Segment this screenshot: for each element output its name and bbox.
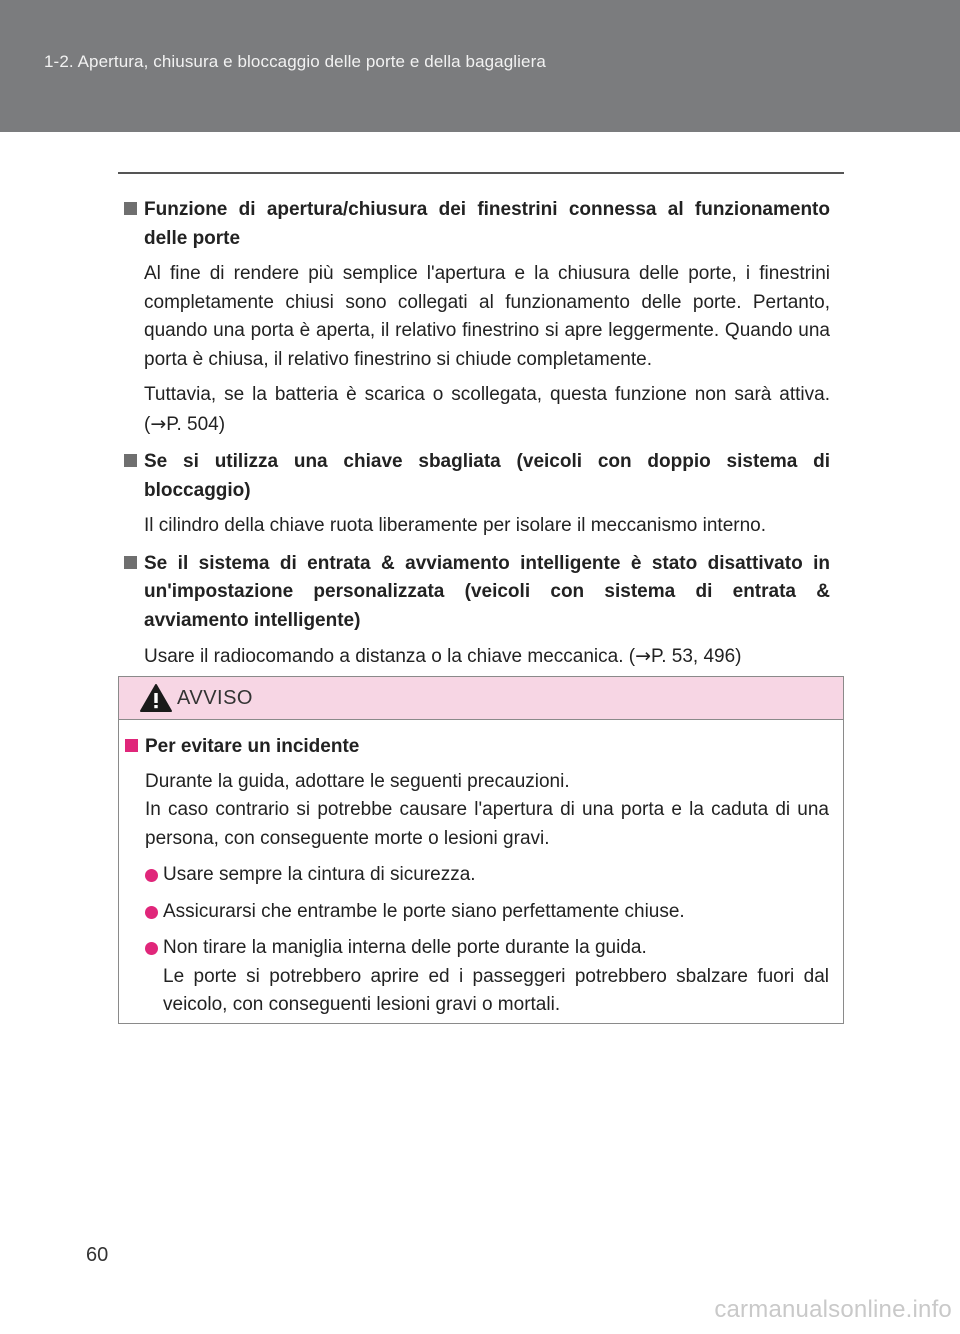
paragraph: Il cilindro della chiave ruota liberamente per isolare il meccanismo interno. [144,515,767,536]
warning-header [119,677,843,720]
square-bullet-icon [125,739,138,752]
warning-paragraph [145,768,829,854]
arrow-icon: → [635,645,651,667]
warning-triangle-icon [139,683,173,713]
list-item [145,898,829,927]
warning-heading-text: Per evitare un incidente [145,736,360,757]
paragraph [144,381,830,439]
warning-text-line: Durante la guida, adottare le seguenti precauzioni. [145,770,570,792]
paragraph-text: Tuttavia, se la batteria è scarica o scollegata, questa funzione non sarà attiva. ( [144,384,830,435]
section-heading [124,196,830,253]
chapter-title: 1-2. Apertura, chiusura e bloccaggio delle porte e della bagagliera [44,52,546,71]
header-band [0,0,960,132]
warning-box [118,676,844,1024]
section-heading [124,448,830,505]
round-bullet-icon [145,906,158,919]
section-heading-text: Se il sistema di entrata & avviamento intelligente è stato disattivato in un'impostazione personalizzata (veicoli con sistema di entrata & avviamento intelligente) [144,552,830,631]
main-content [124,196,830,672]
divider [118,172,844,174]
list-item-text: Le porte si potrebbero aprire ed i passeggeri potrebbero sbalzare fuori dal veicolo, con conseguenti lesioni gravi o mortali. [163,965,829,1015]
section-heading-text: Se si utilizza una chiave sbagliata (veicoli con doppio sistema di bloccaggio) [144,451,830,501]
square-bullet-icon [124,202,137,215]
arrow-icon: → [150,412,167,435]
square-bullet-icon [124,556,137,569]
paragraph: Al fine di rendere più semplice l'apertura e la chiusura delle porte, i finestrini completamente chiusi sono collegati al funzionamento delle porte. Pertanto, quando una porta è aperta, il relativo finestrino si apre leggermente. Quando una porta è chiusa, il relativo finestrino si chiude completamente. [144,263,830,370]
list-item-text: Non tirare la maniglia interna delle porte durante la guida. [163,937,647,958]
round-bullet-icon [145,942,158,955]
warning-heading [125,733,829,762]
warning-title: AVVISO [177,687,253,709]
warning-text-line: In caso contrario si potrebbe causare l'apertura di una porta e la caduta di una persona, con conseguente morte o lesioni gravi. [145,799,829,849]
round-bullet-icon [145,869,158,882]
paragraph [144,642,830,672]
page-number: 60 [86,1244,109,1266]
list-item [145,861,829,890]
section-heading [124,550,830,636]
list-item-text: Usare sempre la cintura di sicurezza. [163,864,476,885]
section-heading-text: Funzione di apertura/chiusura dei finestrini connessa al funzionamento delle porte [144,199,830,249]
square-bullet-icon [124,454,137,467]
list-item-text: Assicurarsi che entrambe le porte siano perfettamente chiuse. [163,900,685,922]
paragraph-text: Usare il radiocomando a distanza o la chiave meccanica. ( [144,646,636,667]
warning-body [125,733,829,1020]
list-item [145,934,829,1020]
page-reference-link[interactable]: P. 504) [166,413,226,435]
watermark: carmanualsonline.info [714,1296,952,1323]
page-reference-link[interactable]: P. 53, 496) [651,646,742,667]
